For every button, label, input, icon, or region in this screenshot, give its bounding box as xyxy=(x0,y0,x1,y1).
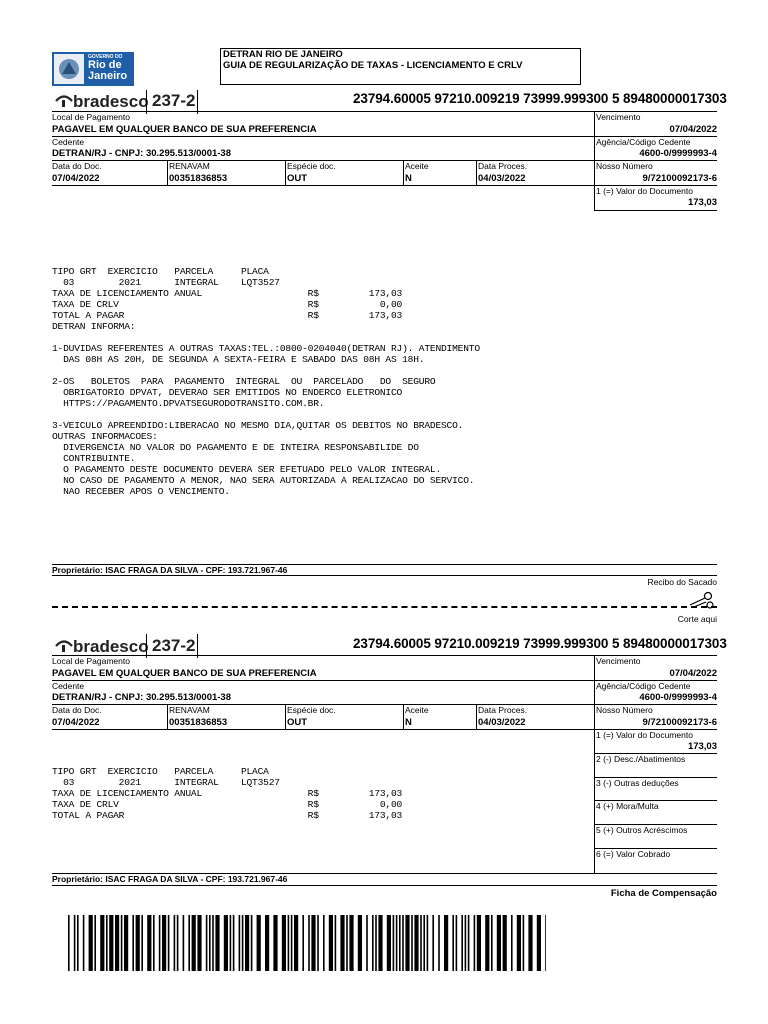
barcode-bar xyxy=(545,915,546,971)
barcode-bar xyxy=(109,915,113,971)
detail-line: TIPO GRT EXERCICIO PARCELA PLACA xyxy=(52,766,269,777)
barcode-bar xyxy=(503,915,507,971)
barcode-bar xyxy=(372,915,374,971)
barcode-bar xyxy=(456,915,458,971)
bank-name: bradesco xyxy=(73,637,149,656)
aceite-value: N xyxy=(405,173,412,184)
especie-doc-label: Espécie doc. xyxy=(287,161,336,171)
barcode-bar xyxy=(77,915,79,971)
barcode-bar xyxy=(346,915,348,971)
valor-documento-value: 173,03 xyxy=(687,197,717,208)
detail-line: TOTAL A PAGAR R$ 173,03 xyxy=(52,310,403,321)
barcode-bar xyxy=(115,915,119,971)
renavam-value: 00351836853 xyxy=(169,717,228,728)
barcode-bar xyxy=(257,915,261,971)
barcode-bar xyxy=(188,915,190,971)
info-line: DIVERGENCIA NO VALOR DO PAGAMENTO E DE INTEIRA RESPONSABILIDE DO xyxy=(52,442,419,453)
aceite-value: N xyxy=(405,717,412,728)
barcode-bar xyxy=(265,915,269,971)
barcode-bar xyxy=(399,915,401,971)
digitable-line: 23794.60005 97210.009219 73999.999300 5 89480000017303 xyxy=(353,91,727,106)
barcode-bar xyxy=(468,915,470,971)
logo-caption-1: GOVERNO DO xyxy=(88,54,123,60)
barcode-bar xyxy=(432,915,434,971)
renavam-value: 00351836853 xyxy=(169,173,228,184)
barcode xyxy=(68,915,546,971)
barcode-bar xyxy=(209,915,211,971)
barcode-bar xyxy=(423,915,425,971)
barcode-bar xyxy=(206,915,208,971)
barcode-bar xyxy=(311,915,315,971)
barcode-bar xyxy=(162,915,166,971)
vencimento-label: Vencimento xyxy=(596,112,641,122)
especie-doc-label: Espécie doc. xyxy=(287,705,336,715)
barcode-bar xyxy=(491,915,493,971)
barcode-bar xyxy=(461,915,463,971)
barcode-bar xyxy=(393,915,395,971)
detail-line: DETRAN INFORMA: xyxy=(52,321,136,332)
barcode-bar xyxy=(444,915,448,971)
cedente-value: DETRAN/RJ - CNPJ: 30.295.513/0001-38 xyxy=(52,692,232,703)
agencia-label: Agência/Código Cedente xyxy=(596,681,691,691)
cedente-label: Cedente xyxy=(52,137,85,147)
info-line: OBRIGATORIO DPVAT, DEVERAO SER EMITIDOS NO ENDERCO ELETRONICO xyxy=(52,387,403,398)
barcode-bar xyxy=(282,915,286,971)
barcode-bar xyxy=(230,915,232,971)
barcode-bar xyxy=(68,915,70,971)
agencia-value: 4600-0/9999993-4 xyxy=(639,148,717,159)
detail-line: TAXA DE LICENCIAMENTO ANUAL R$ 173,03 xyxy=(52,288,403,299)
data-proces-value: 04/03/2022 xyxy=(478,717,526,728)
bank-name: bradesco xyxy=(73,92,149,111)
barcode-bar xyxy=(378,915,382,971)
info-line: DAS 08H AS 20H, DE SEGUNDA A SEXTA-FEIRA E SABADO DAS 08H AS 18H. xyxy=(52,354,425,365)
barcode-bar xyxy=(177,915,179,971)
barcode-bar xyxy=(335,915,337,971)
barcode-bar xyxy=(396,915,398,971)
barcode-bar xyxy=(438,915,440,971)
logo-caption-3: Janeiro xyxy=(88,70,128,82)
local-pagamento-value: PAGAVEL EM QUALQUER BANCO DE SUA PREFERENCIA xyxy=(52,124,317,135)
barcode-bar xyxy=(147,915,151,971)
barcode-bar xyxy=(427,915,429,971)
barcode-bar xyxy=(294,915,298,971)
valor-documento-label: 1 (=) Valor do Documento xyxy=(596,730,693,740)
data-proces-label: Data Proces. xyxy=(478,161,528,171)
local-pagamento-label: Local de Pagamento xyxy=(52,112,130,122)
detail-line: TAXA DE LICENCIAMENTO ANUAL R$ 173,03 xyxy=(52,788,403,799)
barcode-bar xyxy=(233,915,235,971)
barcode-bar xyxy=(485,915,489,971)
mora-multa-label: 4 (+) Mora/Multa xyxy=(596,801,659,811)
barcode-bar xyxy=(291,915,293,971)
barcode-bar xyxy=(132,915,134,971)
nosso-numero-value: 9/72100092173-6 xyxy=(642,717,717,728)
desc-abatimentos-label: 2 (-) Desc./Abatimentos xyxy=(596,754,686,764)
barcode-bar xyxy=(517,915,521,971)
vencimento-value: 07/04/2022 xyxy=(669,124,717,135)
digitable-line: 23794.60005 97210.009219 73999.999300 5 89480000017303 xyxy=(353,636,727,651)
barcode-bar xyxy=(358,915,362,971)
aceite-label: Aceite xyxy=(405,705,429,715)
barcode-bar xyxy=(302,915,304,971)
barcode-bar xyxy=(387,915,391,971)
info-line: NAO RECEBER APOS O VENCIMENTO. xyxy=(52,486,230,497)
agencia-label: Agência/Código Cedente xyxy=(596,137,691,147)
detail-line: TIPO GRT EXERCICIO PARCELA PLACA xyxy=(52,266,269,277)
nosso-numero-value: 9/72100092173-6 xyxy=(642,173,717,184)
barcode-bar xyxy=(523,915,525,971)
data-proces-value: 04/03/2022 xyxy=(478,173,526,184)
barcode-bar xyxy=(174,915,176,971)
scissors-icon xyxy=(686,590,716,610)
valor-documento-label: 1 (=) Valor do Documento xyxy=(596,186,693,196)
data-doc-label: Data do Doc. xyxy=(52,705,102,715)
barcode-bar xyxy=(215,915,219,971)
barcode-bar xyxy=(239,915,241,971)
barcode-bar xyxy=(224,915,228,971)
barcode-bar xyxy=(89,915,93,971)
cedente-value: DETRAN/RJ - CNPJ: 30.295.513/0001-38 xyxy=(52,148,232,159)
vencimento-label: Vencimento xyxy=(596,656,641,666)
valor-cobrado-label: 6 (=) Valor Cobrado xyxy=(596,849,671,859)
barcode-bar xyxy=(273,915,277,971)
barcode-bar xyxy=(528,915,532,971)
barcode-bar xyxy=(153,915,155,971)
barcode-bar xyxy=(465,915,467,971)
barcode-bar xyxy=(288,915,290,971)
detail-line: TAXA DE CRLV R$ 0,00 xyxy=(52,799,403,810)
especie-doc-value: OUT xyxy=(287,717,308,728)
renavam-label: RENAVAM xyxy=(169,161,210,171)
barcode-bar xyxy=(124,915,128,971)
barcode-bar xyxy=(366,915,368,971)
outras-deducoes-label: 3 (-) Outras deduções xyxy=(596,778,679,788)
barcode-bar xyxy=(420,915,422,971)
info-line: CONTRIBUINTE. xyxy=(52,453,136,464)
info-line: O PAGAMENTO DESTE DOCUMENTO DEVERA SER EFETUADO PELO VALOR INTEGRAL. xyxy=(52,464,442,475)
valor-documento-value: 173,03 xyxy=(687,741,717,752)
barcode-bar xyxy=(251,915,253,971)
agencia-value: 4600-0/9999993-4 xyxy=(639,692,717,703)
local-pagamento-value: PAGAVEL EM QUALQUER BANCO DE SUA PREFERENCIA xyxy=(52,668,317,679)
detail-line: 03 2021 INTEGRAL LQT3527 xyxy=(52,777,280,788)
local-pagamento-label: Local de Pagamento xyxy=(52,656,130,666)
barcode-bar xyxy=(477,915,481,971)
barcode-bar xyxy=(100,915,104,971)
barcode-bar xyxy=(197,915,201,971)
barcode-bar xyxy=(159,915,161,971)
bank-code: 237-2 xyxy=(152,91,196,110)
barcode-bar xyxy=(511,915,513,971)
data-doc-label: Data do Doc. xyxy=(52,161,102,171)
info-line: HTTPS://PAGAMENTO.DPVATSEGURODOTRANSITO.COM.BR. xyxy=(52,398,325,409)
barcode-bar xyxy=(83,915,85,971)
barcode-bar xyxy=(168,915,170,971)
vencimento-value: 07/04/2022 xyxy=(669,668,717,679)
detail-line: TOTAL A PAGAR R$ 173,03 xyxy=(52,810,403,821)
barcode-bar xyxy=(405,915,409,971)
info-line: 1-DUVIDAS REFERENTES A OUTRAS TAXAS:TEL.:0800-0204040(DETRAN RJ). ATENDIMENTO xyxy=(52,343,480,354)
barcode-bar xyxy=(329,915,333,971)
barcode-bar xyxy=(242,915,244,971)
barcode-bar xyxy=(537,915,541,971)
detail-line: TAXA DE CRLV R$ 0,00 xyxy=(52,299,403,310)
proprietario-text: Proprietário: ISAC FRAGA DA SILVA - CPF: 193.721.967-46 xyxy=(52,874,288,884)
barcode-bar xyxy=(375,915,377,971)
barcode-bar xyxy=(212,915,214,971)
bradesco-logo-icon xyxy=(54,637,74,653)
ficha-label: Ficha de Compensação xyxy=(610,888,717,899)
barcode-bar xyxy=(121,915,123,971)
barcode-bar xyxy=(317,915,319,971)
barcode-bar xyxy=(183,915,185,971)
guide-title-box xyxy=(220,48,581,85)
barcode-bar xyxy=(192,915,196,971)
rj-government-logo xyxy=(52,52,134,86)
proprietario-text: Proprietário: ISAC FRAGA DA SILVA - CPF: 193.721.967-46 xyxy=(52,565,288,575)
renavam-label: RENAVAM xyxy=(169,705,210,715)
data-proces-label: Data Proces. xyxy=(478,705,528,715)
recibo-label: Recibo do Sacado xyxy=(647,577,717,587)
logo-caption-2: Rio de xyxy=(88,59,122,71)
detail-line: 03 2021 INTEGRAL LQT3527 xyxy=(52,277,280,288)
nosso-numero-label: Nosso Número xyxy=(596,705,653,715)
nosso-numero-label: Nosso Número xyxy=(596,161,653,171)
barcode-bar xyxy=(245,915,249,971)
barcode-bar xyxy=(497,915,501,971)
data-doc-value: 07/04/2022 xyxy=(52,173,100,184)
info-line: 2-OS BOLETOS PARA PAGAMENTO INTEGRAL OU PARCELADO DO SEGURO xyxy=(52,376,436,387)
barcode-bar xyxy=(74,915,76,971)
barcode-bar xyxy=(340,915,344,971)
info-line: NO CASO DE PAGAMENTO A MENOR, NAO SERA AUTORIZADA A REALIZACAO DO SERVICO. xyxy=(52,475,475,486)
barcode-bar xyxy=(323,915,325,971)
guide-org: DETRAN RIO DE JANEIRO xyxy=(223,49,343,60)
barcode-bar xyxy=(349,915,353,971)
barcode-bar xyxy=(411,915,413,971)
guide-subtitle: GUIA DE REGULARIZAÇÃO DE TAXAS - LICENCIAMENTO E CRLV xyxy=(223,60,523,71)
aceite-label: Aceite xyxy=(405,161,429,171)
barcode-bar xyxy=(452,915,454,971)
outros-acrescimos-label: 5 (+) Outros Acréscimos xyxy=(596,825,688,835)
barcode-bar xyxy=(474,915,476,971)
barcode-bar xyxy=(402,915,404,971)
info-line: OUTRAS INFORMACOES: xyxy=(52,431,158,442)
especie-doc-value: OUT xyxy=(287,173,308,184)
corte-label: Corte aqui xyxy=(677,614,717,624)
cut-line xyxy=(52,606,717,608)
barcode-bar xyxy=(106,915,108,971)
barcode-bar xyxy=(94,915,96,971)
bradesco-logo-icon xyxy=(54,92,74,108)
barcode-bar xyxy=(136,915,140,971)
data-doc-value: 07/04/2022 xyxy=(52,717,100,728)
barcode-bar xyxy=(414,915,418,971)
barcode-bar xyxy=(308,915,310,971)
info-line: 3-VEICULO APREENDIDO:LIBERACAO NO MESMO DIA,QUITAR OS DEBITOS NO BRADESCO. xyxy=(52,420,464,431)
cedente-label: Cedente xyxy=(52,681,85,691)
bank-code: 237-2 xyxy=(152,636,196,655)
barcode-bar xyxy=(141,915,143,971)
